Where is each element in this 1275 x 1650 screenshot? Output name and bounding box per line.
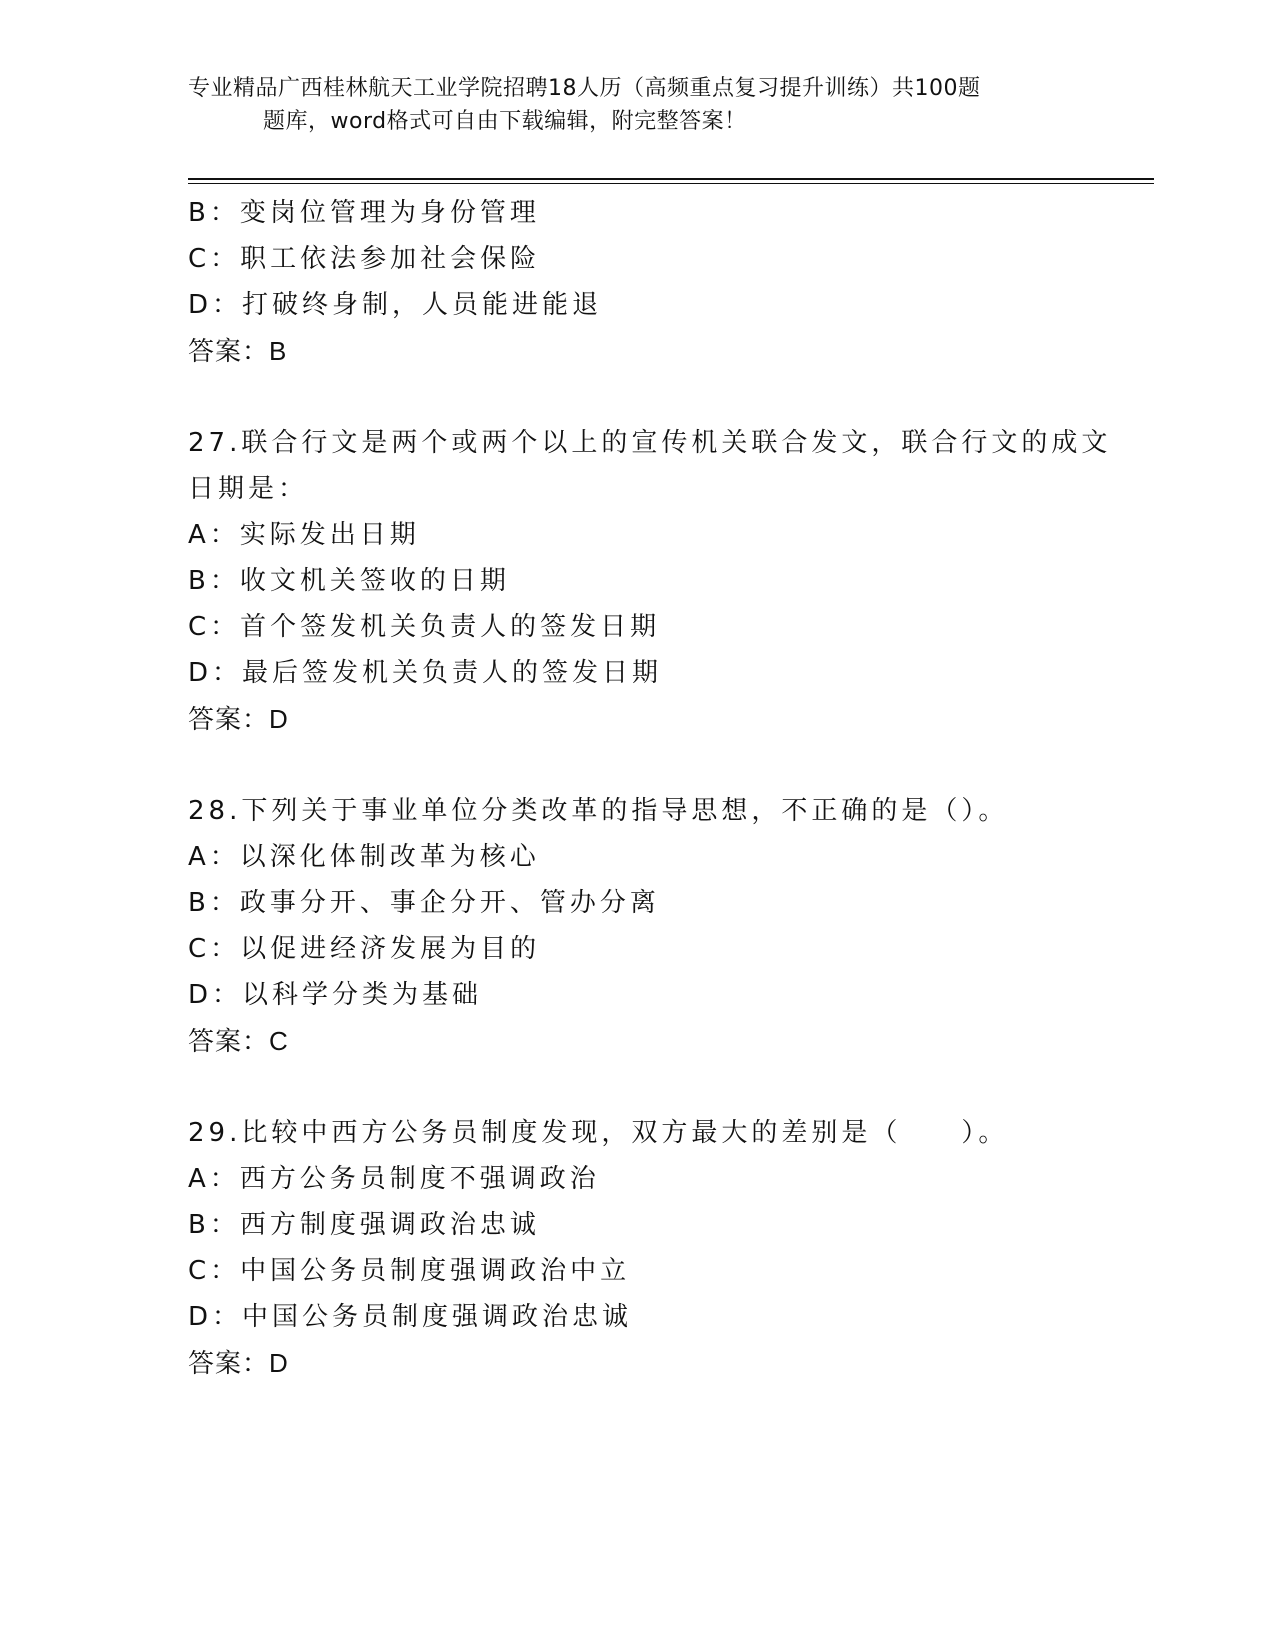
header-title-line2: 题库，word格式可自由下载编辑，附完整答案！ <box>263 109 747 134</box>
question-stem: 29.比较中西方公务员制度发现，双方最大的差别是（ ）。 <box>188 1118 1009 1148</box>
question-27 <box>188 420 1112 742</box>
option-d: D：以科学分类为基础 <box>188 980 483 1010</box>
option-c: C：以促进经济发展为目的 <box>188 934 541 964</box>
option-a: A：实际发出日期 <box>188 520 420 550</box>
spacer <box>188 374 1088 420</box>
question-stem: 28.下列关于事业单位分类改革的指导思想，不正确的是（）。 <box>188 796 1009 826</box>
question-content <box>188 190 1112 1386</box>
header-title-line1: 专业精品广西桂林航天工业学院招聘18人历（高频重点复习提升训练）共100题 <box>188 76 981 101</box>
question-26-continued <box>188 190 1088 374</box>
option-a: A：以深化体制改革为核心 <box>188 842 540 872</box>
option-c: C：首个签发机关负责人的签发日期 <box>188 612 661 642</box>
option-b: B：政事分开、事企分开、管办分离 <box>188 888 660 918</box>
option-b: B：西方制度强调政治忠诚 <box>188 1210 540 1240</box>
answer-line: 答案：D <box>188 704 289 734</box>
header-divider-thick <box>188 178 1154 180</box>
question-28 <box>188 788 1088 1064</box>
header-divider-thin <box>188 183 1154 184</box>
page-header <box>188 72 1088 138</box>
option-d: D：最后签发机关负责人的签发日期 <box>188 658 663 688</box>
option-a: A：西方公务员制度不强调政治 <box>188 1164 600 1194</box>
option-d: D：中国公务员制度强调政治忠诚 <box>188 1302 633 1332</box>
option-c: C：职工依法参加社会保险 <box>188 244 541 274</box>
answer-line: 答案：C <box>188 1026 289 1056</box>
question-29 <box>188 1110 1088 1386</box>
spacer <box>188 742 1088 788</box>
answer-line: 答案：B <box>188 336 288 366</box>
question-stem: 27.联合行文是两个或两个以上的宣传机关联合发文，联合行文的成文 <box>188 428 1112 458</box>
question-stem-continued: 日期是： <box>188 474 309 504</box>
answer-line: 答案：D <box>188 1348 289 1378</box>
option-b: B：收文机关签收的日期 <box>188 566 510 596</box>
option-b: B：变岗位管理为身份管理 <box>188 198 540 228</box>
spacer <box>188 1064 1088 1110</box>
option-d: D：打破终身制，人员能进能退 <box>188 290 603 320</box>
option-c: C：中国公务员制度强调政治中立 <box>188 1256 631 1286</box>
